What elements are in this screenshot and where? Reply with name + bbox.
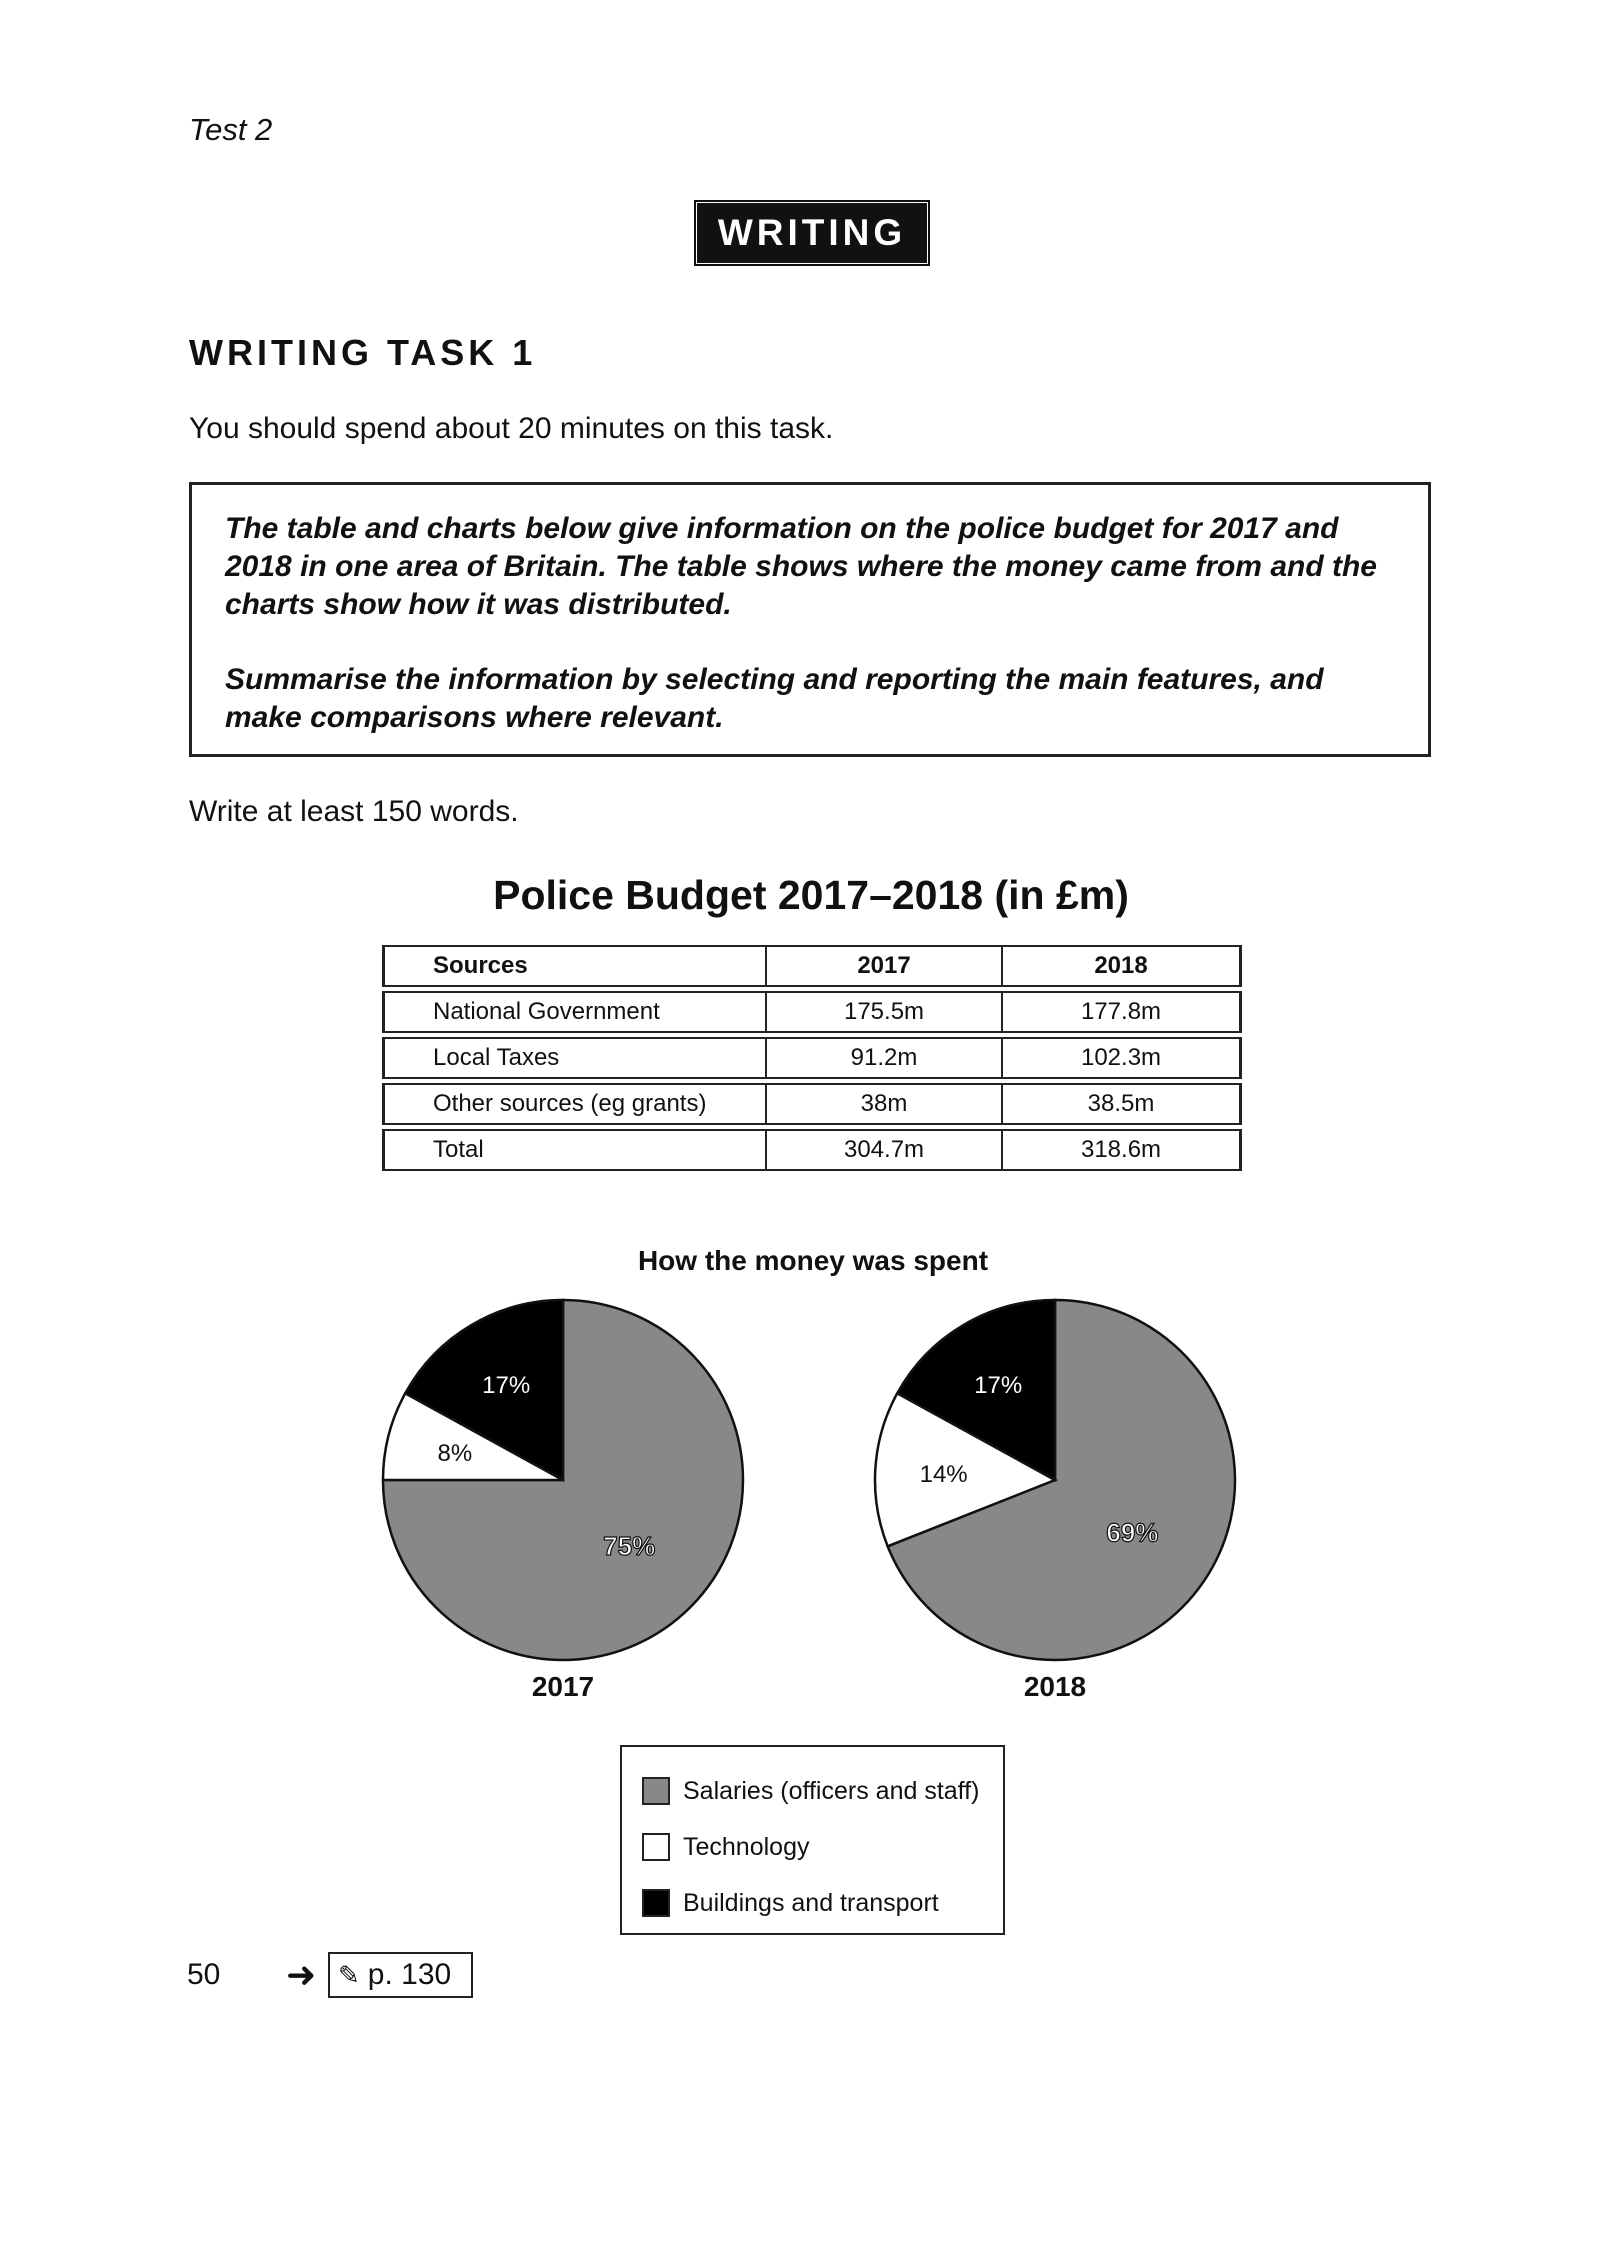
table-row bbox=[382, 1129, 1242, 1171]
header-cell-2017: 2017 bbox=[767, 945, 1003, 987]
task-prompt-description: The table and charts below give information on the police budget for 2017 and 2018 in one area of Britain. The table shows where the money came from and the charts show how it was distributed. bbox=[225, 512, 1377, 621]
pie-slice-label: 17% bbox=[482, 1371, 531, 1399]
table-cell: 175.5m bbox=[767, 991, 1003, 1033]
table-cell: 318.6m bbox=[1003, 1129, 1242, 1171]
page-label: Test 2 bbox=[189, 112, 273, 147]
page-number: 50 bbox=[187, 1958, 221, 1991]
table-cell: Other sources (eg grants) bbox=[382, 1083, 767, 1125]
legend-swatch-buildings bbox=[642, 1889, 670, 1917]
header-cell-sources: Sources bbox=[382, 945, 767, 987]
pie-chart-year-label: 2017 bbox=[531, 1671, 595, 1702]
table-cell: 304.7m bbox=[767, 1129, 1003, 1171]
arrow-right-icon: ➜ bbox=[286, 1954, 317, 1995]
time-instruction: You should spend about 20 minutes on this task. bbox=[189, 412, 834, 445]
header-cell-2018: 2018 bbox=[1003, 945, 1242, 987]
legend-label: Technology bbox=[683, 1832, 810, 1861]
pie-charts bbox=[0, 1280, 1600, 1720]
legend-label: Buildings and transport bbox=[683, 1888, 939, 1917]
legend-swatch-salaries bbox=[642, 1777, 670, 1805]
task-prompt-box bbox=[189, 482, 1431, 757]
legend-item-technology bbox=[622, 1819, 1003, 1875]
pencil-icon: ✎ bbox=[338, 1959, 360, 1990]
table-row bbox=[382, 991, 1242, 1033]
pie-slice-label: 17% bbox=[974, 1371, 1023, 1399]
table-cell: 177.8m bbox=[1003, 991, 1242, 1033]
table-cell: Local Taxes bbox=[382, 1037, 767, 1079]
legend-swatch-technology bbox=[642, 1833, 670, 1861]
table-row bbox=[382, 1037, 1242, 1079]
task-prompt-instruction: Summarise the information by selecting and reporting the main features, and make comparisons where relevant. bbox=[225, 663, 1324, 734]
chart-legend bbox=[620, 1745, 1005, 1935]
table-header-row bbox=[382, 945, 1242, 987]
legend-item-salaries bbox=[622, 1763, 1003, 1819]
pie-chart-year-label: 2018 bbox=[1023, 1671, 1087, 1702]
chart-title: How the money was spent bbox=[637, 1245, 989, 1276]
page-ref-label: p. 130 bbox=[367, 1958, 452, 1991]
table-title: Police Budget 2017–2018 (in £m) bbox=[493, 872, 1129, 918]
pie-slice-label: 14% bbox=[919, 1460, 968, 1488]
table-row bbox=[382, 1083, 1242, 1125]
table-cell: 102.3m bbox=[1003, 1037, 1242, 1079]
pie-slice-label: 69% bbox=[1106, 1517, 1159, 1548]
answer-page-reference[interactable] bbox=[328, 1952, 473, 1998]
table-cell: 38.5m bbox=[1003, 1083, 1242, 1125]
table-cell: Total bbox=[382, 1129, 767, 1171]
legend-label: Salaries (officers and staff) bbox=[683, 1776, 980, 1805]
legend-item-buildings bbox=[622, 1875, 1003, 1931]
pie-slice-label: 75% bbox=[603, 1531, 656, 1562]
task-heading: WRITING TASK 1 bbox=[189, 332, 537, 373]
table-cell: National Government bbox=[382, 991, 767, 1033]
word-count-instruction: Write at least 150 words. bbox=[189, 795, 519, 828]
section-banner: WRITING bbox=[697, 203, 927, 263]
table-cell: 91.2m bbox=[767, 1037, 1003, 1079]
budget-table bbox=[382, 941, 1242, 1175]
pie-slice-label: 8% bbox=[437, 1440, 473, 1468]
table-cell: 38m bbox=[767, 1083, 1003, 1125]
